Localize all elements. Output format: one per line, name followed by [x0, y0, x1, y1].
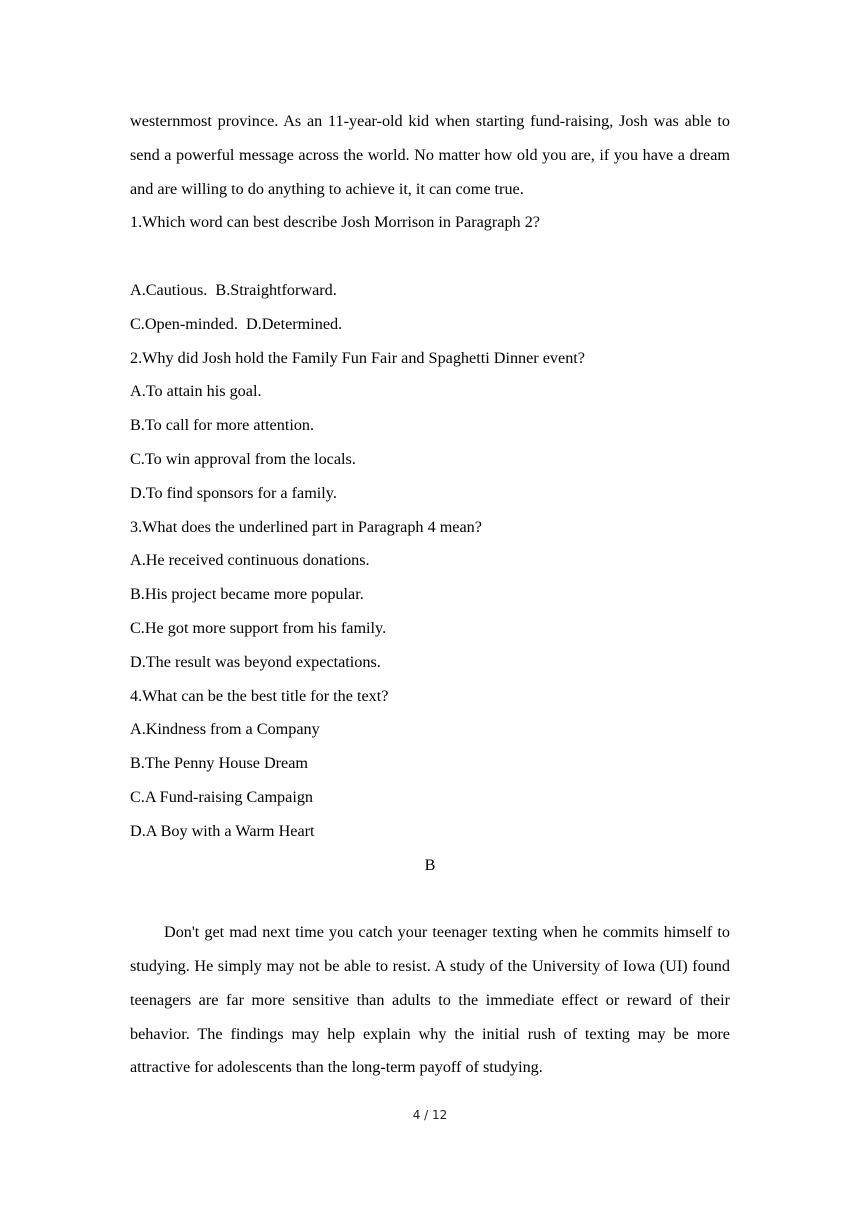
question-2-option-b: B.To call for more attention. [130, 416, 315, 435]
question-1-stem: 1.Which word can best describe Josh Morrison in Paragraph 2? [130, 213, 540, 232]
question-4-option-b: B.The Penny House Dream [130, 754, 309, 773]
question-2-option-c: C.To win approval from the locals. [130, 449, 356, 468]
section-b-heading: B [424, 855, 436, 874]
question-2-stem: 2.Why did Josh hold the Family Fun Fair and Spaghetti Dinner event? [130, 348, 585, 367]
question-2-option-a: A.To attain his goal. [130, 382, 262, 401]
blank-line [130, 240, 730, 274]
section-b-paragraph: Don't get mad next time you catch your teenager texting when he commits himself to studying. He simply may not be able to resist. A study of the University of Iowa (UI) found teenagers are far more sensitive than adults to the immediate effect or reward of their behavior. The findings may help explain why the initial rush of texting may be more attractive for adolescents than the long-term payoff of studying. [130, 923, 730, 1077]
question-4-option-c: C.A Fund-raising Campaign [130, 787, 314, 806]
passage-a-ending: westernmost province. As an 11-year-old kid when starting fund-raising, Josh was able to send a powerful message across the world. No matter how old you are, if you have a dream and are willing to do anything to achieve it, it can come true. [130, 112, 730, 198]
blank-line [130, 882, 730, 916]
question-3-stem: 3.What does the underlined part in Paragraph 4 mean? [130, 517, 482, 536]
document-body [130, 105, 730, 1085]
question-3-option-a: A.He received continuous donations. [130, 551, 370, 570]
question-4-option-d: D.A Boy with a Warm Heart [130, 821, 315, 840]
question-4-option-a: A.Kindness from a Company [130, 720, 320, 739]
question-2-option-d: D.To find sponsors for a family. [130, 483, 337, 502]
question-3-option-d: D.The result was beyond expectations. [130, 652, 381, 671]
question-1-options-line-2: C.Open-minded. D.Determined. [130, 314, 343, 333]
question-1-options-line-1: A.Cautious. B.Straightforward. [130, 280, 337, 299]
question-3-option-c: C.He got more support from his family. [130, 618, 387, 637]
page-number: 4 / 12 [412, 1108, 448, 1122]
question-4-stem: 4.What can be the best title for the text? [130, 686, 389, 705]
question-3-option-b: B.His project became more popular. [130, 585, 364, 604]
